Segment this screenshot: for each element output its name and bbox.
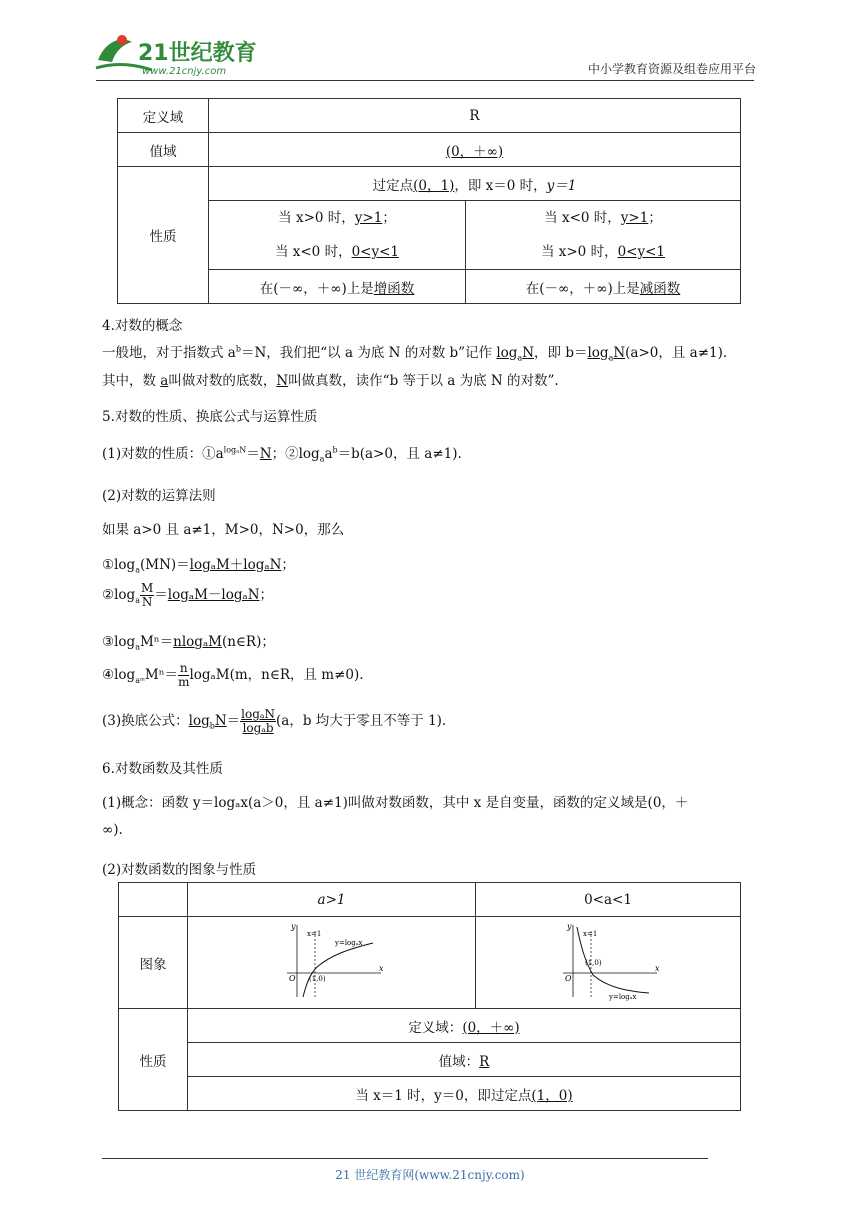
svg-text:y=logₐx: y=logₐx: [609, 992, 637, 1001]
site-logo: [92, 30, 267, 82]
svg-text:x=1: x=1: [583, 929, 598, 938]
rule-4: $④\log_{aᵐ}M^n=$ $\frac{n}{m}$ logₐM(m，n∈R，且 m≠0).: [102, 661, 364, 690]
graph-decreasing: [476, 917, 741, 1009]
svg-text:O: O: [565, 973, 572, 983]
svg-text:x: x: [655, 963, 660, 973]
sec6-title: 6.对数函数及其性质: [102, 761, 223, 777]
svg-text:x=1: x=1: [306, 929, 321, 938]
log-graph-a-gt-1: [277, 921, 387, 1001]
svg-text:y=logₐx: y=logₐx: [334, 938, 362, 947]
logo-url: www.21cnjy.com: [142, 66, 227, 77]
log-rules-title: (2)对数的运算法则: [102, 488, 216, 504]
header-a-gt-1: a>1: [188, 883, 476, 917]
sec5-title: 5.对数的性质、换底公式与运算性质: [102, 409, 318, 425]
domain-value: R: [209, 99, 741, 133]
header-a-lt-1: 0<a<1: [476, 883, 741, 917]
props-label-2: 性质: [119, 1009, 188, 1111]
rule-2: $②\log_a$ $\frac{M}{N}$ ＝logₐM－logₐN；: [102, 581, 274, 610]
fixed-point: (0，1): [413, 177, 455, 194]
sec4-line1: 一般地，对于指数式 $a^b=N$，我们把“以 a 为底 N 的对数 b”记作 $\log_aN$，即 $b=\log_aN(a>0$，且 a≠1).: [102, 344, 728, 363]
sec4-title: 4.对数的概念: [102, 318, 183, 334]
svg-text:y: y: [290, 921, 296, 931]
svg-text:(1,0): (1,0): [585, 958, 602, 967]
sec4-line2: 其中，数 a叫做对数的底数，N叫做真数，读作“b 等于以 a 为底 N 的对数”.: [102, 373, 559, 389]
increasing-cell: 在(－∞，＋∞)上是增函数: [209, 270, 466, 304]
left-case-cell: 当 x>0 时，y>1； 当 x<0 时，0<y<1: [209, 201, 466, 270]
rule-1: $①\log_a(MN)=\log_aM+\log_aN$；: [102, 557, 295, 575]
svg-text:(1,0): (1,0): [308, 974, 326, 983]
range-value: (0，＋∞): [209, 133, 741, 167]
svg-text:y: y: [567, 921, 572, 931]
header-rule: [96, 80, 754, 81]
header-platform-text: 中小学教育资源及组卷应用平台: [587, 62, 756, 76]
props-label: 性质: [118, 167, 209, 304]
graph-increasing: [188, 917, 476, 1009]
footer-rule: [102, 1158, 708, 1159]
log-function-table: [118, 882, 741, 1111]
change-of-base: (3)换底公式：$\log_bN=$ $\frac{\text{logₐN}}{\text{logₐb}}$ (a，b 均大于零且不等于 1).: [102, 707, 447, 736]
log-graph-a-lt-1: [553, 921, 663, 1001]
rule-3: $③\log_aM^n=nlog_aM(n\in R)$；: [102, 634, 275, 652]
exp-function-table: [117, 98, 741, 304]
footer-link[interactable]: 21 世纪教育网(www.21cnjy.com): [335, 1168, 525, 1182]
fixed-point-cell: 过定点(0，1)，即 x＝0 时，y＝1: [209, 167, 741, 201]
sec6-graph-title: (2)对数函数的图象与性质: [102, 862, 257, 878]
sec6-concept-cont: ∞).: [102, 822, 123, 838]
domain-label: 定义域: [118, 99, 209, 133]
svg-text:x: x: [378, 963, 384, 973]
log-fixed-point: 当 x＝1 时，y＝0，即过定点(1，0): [188, 1077, 741, 1111]
svg-text:O: O: [288, 973, 296, 983]
log-range: 值域：R: [188, 1043, 741, 1077]
log-properties: (1)对数的性质：$①a^{log_aN}=N$；$②\log_aa^b=b(a>0$，且 a≠1).: [102, 445, 462, 464]
right-case-cell: 当 x<0 时，y>1； 当 x>0 时，0<y<1: [466, 201, 741, 270]
log-domain: 定义域：(0，＋∞): [188, 1009, 741, 1043]
range-label: 值域: [118, 133, 209, 167]
graph-label: 图象: [119, 917, 188, 1009]
logo-text: 21世纪教育: [138, 41, 257, 66]
log-rules-cond: 如果 a>0 且 a≠1，M>0，N>0，那么: [102, 522, 345, 538]
sec6-concept: (1)概念：函数 y＝logₐx(a＞0，且 a≠1)叫做对数函数，其中 x 是自变量，函数的定义域是(0，＋: [102, 795, 689, 811]
decreasing-cell: 在(－∞，＋∞)上是减函数: [466, 270, 741, 304]
